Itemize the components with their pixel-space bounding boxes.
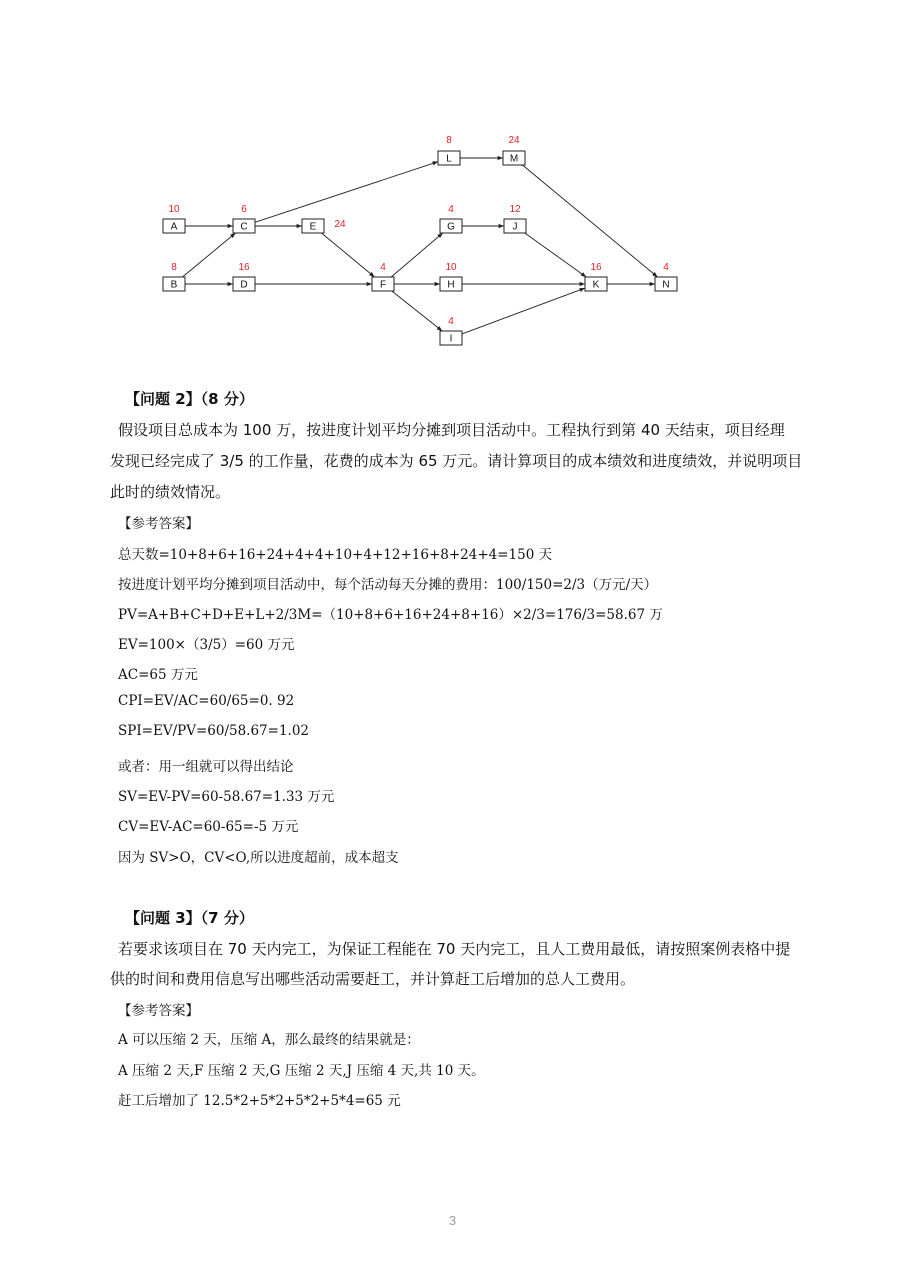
node-label: F: [379, 279, 387, 291]
node-m: [503, 135, 525, 165]
node-c: [233, 204, 255, 233]
node-duration: 16: [238, 262, 250, 273]
q2-answer-line: EV=100×（3/5）=60 万元: [118, 637, 295, 653]
node-label: D: [240, 279, 248, 291]
node-duration: 8: [446, 135, 452, 146]
node-duration: 10: [445, 262, 457, 273]
q3-answer-line: 赶工后增加了 12.5*2+5*2+5*2+5*4=65 元: [118, 1093, 401, 1109]
q2-answer-line: 因为 SV>O，CV<O,所以进度超前，成本超支: [118, 850, 399, 866]
question-2-title: 【问题 2】（8 分）: [125, 390, 254, 408]
node-label: H: [447, 279, 455, 291]
node-duration: 12: [509, 204, 521, 215]
node-f: [372, 262, 394, 291]
question-3-body-line-2: 供的时间和费用信息写出哪些活动需要赶工，并计算赶工后增加的总人工费用。: [110, 970, 636, 988]
node-i: [440, 316, 462, 345]
question-2-answer-label: 【参考答案】: [118, 516, 199, 532]
q2-answer-line: CPI=EV/AC=60/65=0. 92: [118, 693, 295, 709]
q2-answer-line: CV=EV-AC=60-65=-5 万元: [118, 819, 299, 835]
edge-m-n: [522, 165, 657, 277]
question-2-body-line-2: 发现已经完成了 3/5 的工作量，花费的成本为 65 万元。请计算项目的成本绩效和进度绩效，并说明项目: [110, 452, 803, 470]
q3-answer-line: A 压缩 2 天,F 压缩 2 天,G 压缩 2 天,J 压缩 4 天,共 10 天。: [118, 1063, 485, 1079]
q2-answer-line: 总天数=10+8+6+16+24+4+4+10+4+12+16+8+24+4=150 天: [118, 547, 553, 563]
node-j: [504, 204, 526, 233]
edge-f-i: [392, 291, 442, 331]
edge-c-l: [255, 162, 438, 223]
question-2-body-line-3: 此时的绩效情况。: [110, 483, 231, 501]
node-duration: 16: [590, 262, 602, 273]
q2-answer-line: SPI=EV/PV=60/58.67=1.02: [118, 723, 310, 739]
edge-b-c: [182, 233, 235, 277]
node-duration: 10: [168, 204, 180, 215]
node-n: [655, 262, 677, 291]
node-k: [585, 262, 607, 291]
node-label: E: [309, 221, 317, 233]
question-2-body-line-1: 假设项目总成本为 100 万，按进度计划平均分摊到项目活动中。工程执行到第 40 天结束，项目经理: [118, 421, 785, 439]
q2-answer-line: PV=A+B+C+D+E+L+2/3M=（10+8+6+16+24+8+16）×2/3=176/3=58.67 万: [118, 607, 663, 623]
edge-j-k: [525, 233, 586, 277]
question-3-answer-label: 【参考答案】: [118, 1003, 199, 1019]
q2-answer-line: 按进度计划平均分摊到项目活动中，每个活动每天分摊的费用：100/150=2/3（万元/天）: [118, 577, 658, 593]
node-label: G: [447, 221, 455, 233]
node-duration: 4: [380, 262, 386, 273]
network-diagram: [0, 0, 905, 360]
node-label: K: [592, 279, 600, 291]
question-3-title: 【问题 3】（7 分）: [125, 909, 254, 927]
node-a: [163, 204, 185, 233]
node-label: L: [446, 153, 452, 165]
node-d: [233, 262, 255, 291]
node-label: B: [170, 279, 178, 291]
node-e: [302, 219, 346, 233]
node-duration: 6: [241, 204, 247, 215]
edge-e-f: [321, 233, 374, 277]
node-l: [438, 135, 460, 165]
node-duration: 24: [334, 219, 346, 230]
edge-f-g: [391, 233, 443, 277]
node-duration: 24: [508, 135, 520, 146]
q2-answer-line: 或者：用一组就可以得出结论: [118, 759, 294, 775]
page-number: 3: [448, 1213, 457, 1228]
node-h: [440, 262, 462, 291]
node-g: [440, 204, 462, 233]
node-label: I: [449, 333, 453, 345]
node-b: [163, 262, 185, 291]
node-duration: 4: [663, 262, 669, 273]
question-3-body-line-1: 若要求该项目在 70 天内完工，为保证工程能在 70 天内完工，且人工费用最低，请按照案例表格中提: [118, 940, 791, 958]
edge-i-k: [462, 288, 585, 334]
q2-answer-line: AC=65 万元: [118, 667, 198, 683]
node-label: J: [512, 221, 518, 233]
q3-answer-line: A 可以压缩 2 天，压缩 A，那么最终的结果就是：: [118, 1032, 420, 1048]
q2-answer-line: SV=EV-PV=60-58.67=1.33 万元: [118, 789, 335, 805]
node-label: C: [240, 221, 248, 233]
node-duration: 4: [448, 316, 454, 327]
node-duration: 4: [448, 204, 454, 215]
node-label: A: [170, 221, 178, 233]
node-label: M: [509, 153, 519, 165]
node-label: N: [662, 279, 670, 291]
node-duration: 8: [171, 262, 177, 273]
